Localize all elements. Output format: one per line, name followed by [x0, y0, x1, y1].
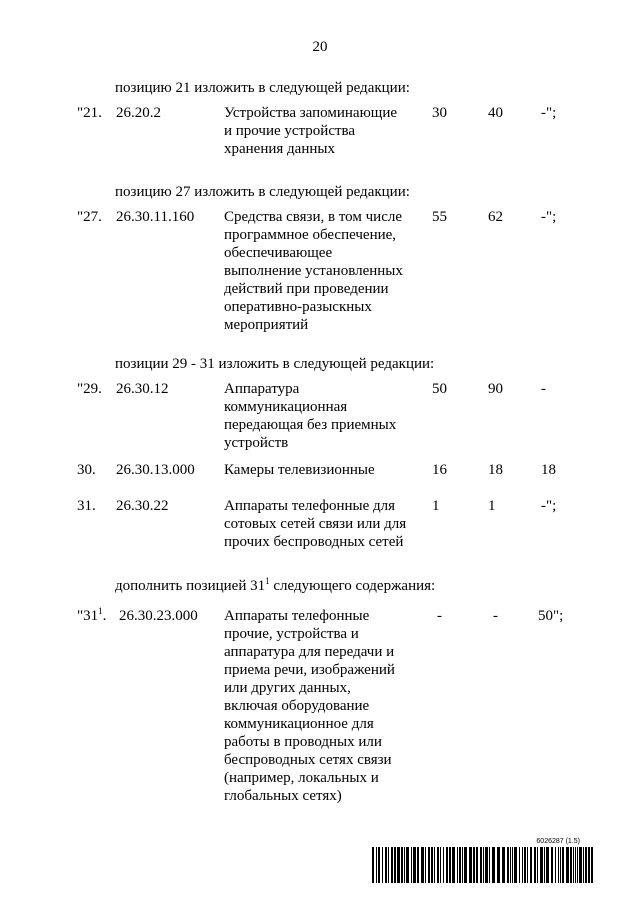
amendment-intro: позицию 27 изложить в следующей редакции: [115, 184, 410, 200]
position-number: "27. [77, 209, 102, 225]
value-col-3: -"; [541, 105, 557, 121]
position-number: 31. [77, 498, 96, 514]
num-text: . [102, 608, 107, 624]
value-col-2: - [493, 608, 498, 624]
document-barcode [372, 838, 594, 884]
item-description: Устройства запоминающие и прочие устройства хранения данных [224, 105, 398, 157]
okpd-code: 26.30.11.160 [116, 209, 195, 225]
item-description: Аппараты телефонные прочие, устройства и аппаратура для передачи и приема речи, изображений или других данных, включая оборудование коммуникационное для работы в проводных или беспроводных сетях связи (например, локальных и глобальных сетях) [224, 608, 395, 804]
value-col-1: 30 [432, 105, 447, 121]
okpd-code: 26.30.12 [116, 381, 169, 397]
value-col-2: 62 [488, 209, 503, 225]
value-col-1: 16 [432, 462, 447, 478]
intro-text: дополнить позицией 31 [115, 578, 266, 594]
value-col-1: 1 [432, 498, 440, 514]
barcode-label: 6026287 (1.5) [536, 838, 580, 845]
value-col-3: - [541, 381, 546, 397]
position-number: "29. [77, 381, 102, 397]
value-col-1: 55 [432, 209, 447, 225]
position-number [77, 607, 106, 625]
item-description: Средства связи, в том числе программное обеспечение, обеспечивающее выполнение установленных действий при проведении оперативно-разыскных мероприятий [224, 209, 403, 333]
value-col-1: 50 [432, 381, 447, 397]
amendment-intro: позиции 29 - 31 изложить в следующей редакции: [115, 356, 435, 372]
item-description: Аппаратура коммуникационная передающая без приемных устройств [224, 381, 397, 451]
page-number: 20 [312, 39, 328, 55]
value-col-2: 18 [488, 462, 503, 478]
position-number: 30. [77, 462, 96, 478]
amendment-intro [115, 577, 435, 595]
value-col-3: -"; [541, 209, 557, 225]
superscript: 1 [98, 606, 103, 616]
intro-text: следующего содержания: [269, 578, 436, 594]
value-col-1: - [437, 608, 442, 624]
okpd-code: 26.30.22 [116, 498, 169, 514]
num-text: "31 [77, 608, 99, 624]
value-col-3: 18 [541, 462, 556, 478]
superscript: 1 [265, 576, 270, 586]
barcode-icon [372, 847, 594, 883]
okpd-code: 26.30.23.000 [119, 608, 198, 624]
item-description: Аппараты телефонные для сотовых сетей связи или для прочих беспроводных сетей [224, 498, 407, 550]
value-col-3: 50"; [538, 608, 564, 624]
value-col-3: -"; [541, 498, 557, 514]
value-col-2: 1 [488, 498, 496, 514]
item-description: Камеры телевизионные [224, 462, 375, 478]
okpd-code: 26.30.13.000 [116, 462, 195, 478]
value-col-2: 90 [488, 381, 503, 397]
value-col-2: 40 [488, 105, 503, 121]
okpd-code: 26.20.2 [116, 105, 161, 121]
position-number: "21. [77, 105, 102, 121]
amendment-intro: позицию 21 изложить в следующей редакции: [115, 80, 410, 96]
